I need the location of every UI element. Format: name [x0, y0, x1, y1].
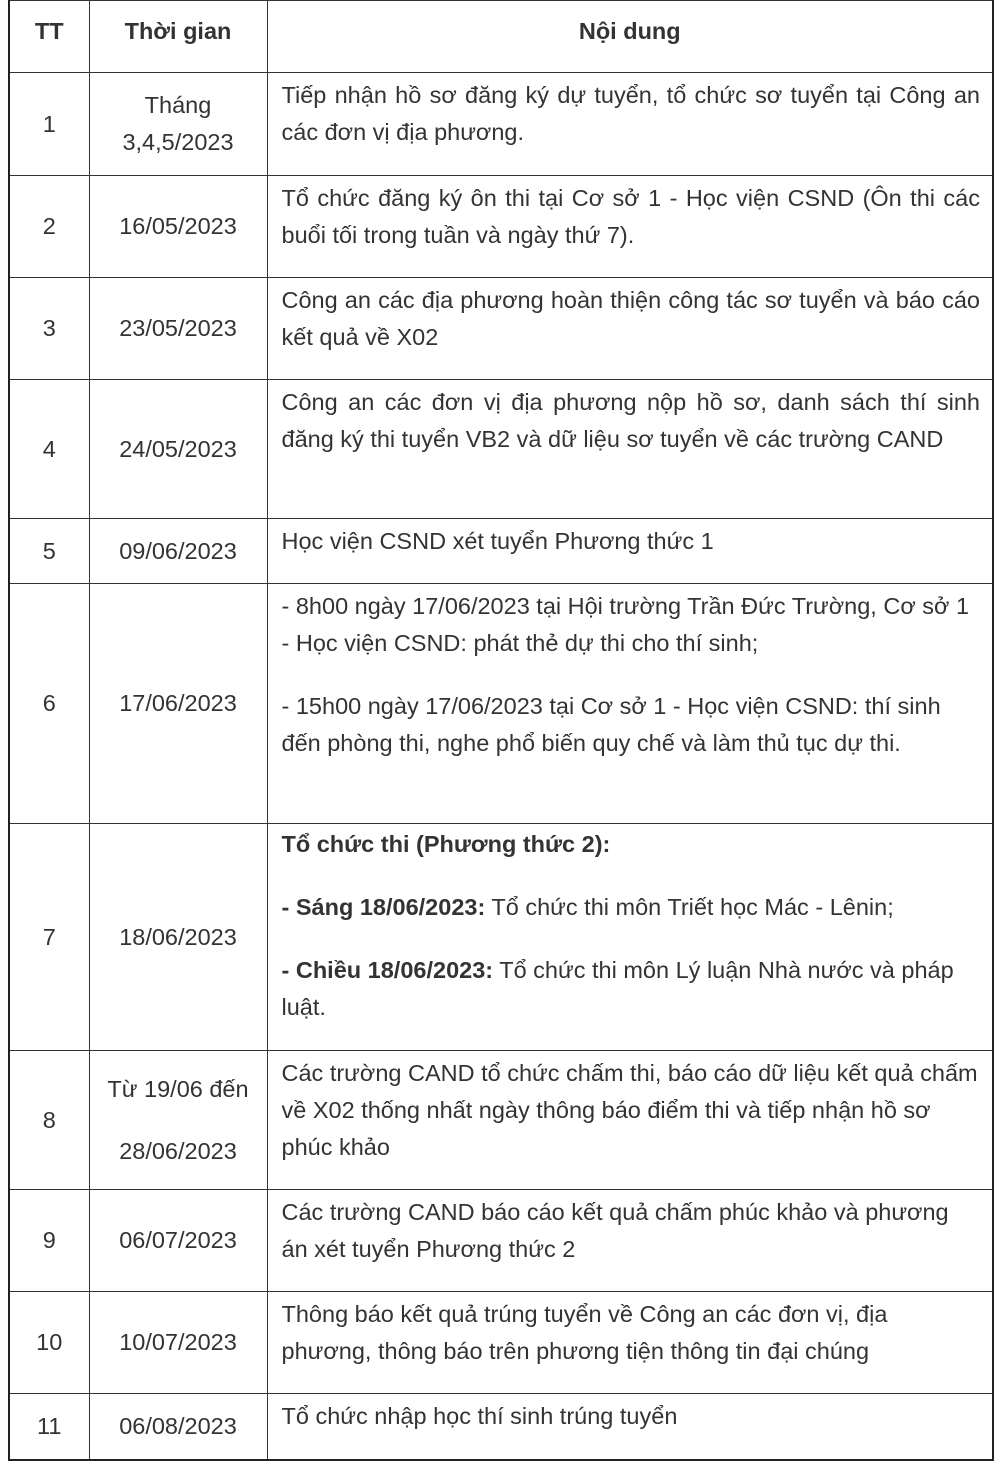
row-time: 06/08/2023: [89, 1394, 267, 1460]
row-time: 18/06/2023: [89, 824, 267, 1051]
row-number: 4: [9, 380, 89, 519]
content-text: Các trường CAND tổ chức chấm thi, báo cáo dữ liệu kết quả chấm về X02 thống nhất ngày thông báo điểm thi và tiếp nhận hồ sơ phúc khảo: [281, 1060, 978, 1161]
content-lead: - Sáng 18/06/2023:: [281, 894, 486, 921]
schedule-table: [8, 0, 994, 1461]
row-content: [267, 1051, 993, 1190]
content-lead: - Chiều 18/06/2023:: [281, 957, 494, 984]
row-number: 2: [9, 176, 89, 278]
row-number: 10: [9, 1292, 89, 1394]
row-content: [267, 380, 993, 519]
content-text: Công an các địa phương hoàn thiện công tác sơ tuyển và báo cáo kết quả về X02: [281, 287, 980, 351]
time-line: 28/06/2023: [119, 1137, 237, 1164]
row-time: [89, 1051, 267, 1190]
table-row: [9, 824, 993, 1051]
row-content: [267, 176, 993, 278]
content-text: Công an các đơn vị địa phương nộp hồ sơ, danh sách thí sinh đăng ký thi tuyển VB2 và dữ liệu sơ tuyển về các trường CAND: [281, 389, 980, 453]
header-row: [9, 1, 993, 73]
row-time: 06/07/2023: [89, 1190, 267, 1292]
content-text: Tổ chức nhập học thí sinh trúng tuyển: [281, 1403, 678, 1430]
content-paragraph: - 8h00 ngày 17/06/2023 tại Hội trường Trần Đức Trường, Cơ sở 1 - Học viện CSND: phát thẻ dự thi cho thí sinh;: [281, 593, 970, 657]
row-content: [267, 824, 993, 1051]
table-row: [9, 1394, 993, 1460]
table-row: [9, 380, 993, 519]
content-title-text: Tổ chức thi (Phương thức 2):: [281, 831, 611, 858]
row-number: 6: [9, 584, 89, 824]
row-content: [267, 1394, 993, 1460]
row-number: 7: [9, 824, 89, 1051]
table-row: [9, 176, 993, 278]
time-line: 3,4,5/2023: [122, 129, 234, 156]
row-time: 24/05/2023: [89, 380, 267, 519]
row-time: 17/06/2023: [89, 584, 267, 824]
header-content: Nội dung: [267, 1, 993, 73]
content-text: Thông báo kết quả trúng tuyển về Công an các đơn vị, địa phương, thông báo trên phương tiện thông tin đại chúng: [281, 1301, 888, 1365]
table-row: [9, 519, 993, 584]
content-paragraph: [282, 952, 981, 1026]
content-text: Tổ chức đăng ký ôn thi tại Cơ sở 1 - Học viện CSND (Ôn thi các buổi tối trong tuần và ngày thứ 7).: [281, 185, 980, 249]
row-time: 10/07/2023: [89, 1292, 267, 1394]
row-time: 09/06/2023: [89, 519, 267, 584]
content-title: [282, 826, 981, 863]
row-time: 16/05/2023: [89, 176, 267, 278]
row-time: [89, 73, 267, 176]
table-row: [9, 1051, 993, 1190]
row-content: [267, 1190, 993, 1292]
row-content: [267, 519, 993, 584]
row-number: 8: [9, 1051, 89, 1190]
time-line: Tháng: [144, 92, 212, 119]
table-row: [9, 1190, 993, 1292]
row-number: 3: [9, 278, 89, 380]
table-row: [9, 73, 993, 176]
header-time: Thời gian: [89, 1, 267, 73]
row-content: [267, 584, 993, 824]
content-rest: Tổ chức thi môn Triết học Mác - Lênin;: [485, 894, 894, 921]
table-row: [9, 1292, 993, 1394]
row-number: 9: [9, 1190, 89, 1292]
content-text: Tiếp nhận hồ sơ đăng ký dự tuyển, tổ chức sơ tuyển tại Công an các đơn vị địa phương.: [281, 82, 980, 145]
row-number: 1: [9, 73, 89, 176]
content-text: Học viện CSND xét tuyển Phương thức 1: [281, 528, 714, 555]
header-tt: TT: [9, 1, 89, 73]
content-rest: Tổ chức thi môn Lý luận Nhà nước và pháp luật.: [281, 957, 954, 1021]
row-number: 5: [9, 519, 89, 584]
content-text: Các trường CAND báo cáo kết quả chấm phúc khảo và phương án xét tuyển Phương thức 2: [281, 1199, 949, 1263]
row-content: [267, 1292, 993, 1394]
content-paragraph: [282, 889, 981, 926]
content-paragraph: - 15h00 ngày 17/06/2023 tại Cơ sở 1 - Học viện CSND: thí sinh đến phòng thi, nghe phổ biến quy chế và làm thủ tục dự thi.: [281, 693, 941, 757]
table-row: [9, 584, 993, 824]
row-number: 11: [9, 1394, 89, 1460]
row-content: [267, 73, 993, 176]
row-time: 23/05/2023: [89, 278, 267, 380]
row-content: [267, 278, 993, 380]
time-line: Từ 19/06 đến: [107, 1075, 249, 1102]
table-row: [9, 278, 993, 380]
